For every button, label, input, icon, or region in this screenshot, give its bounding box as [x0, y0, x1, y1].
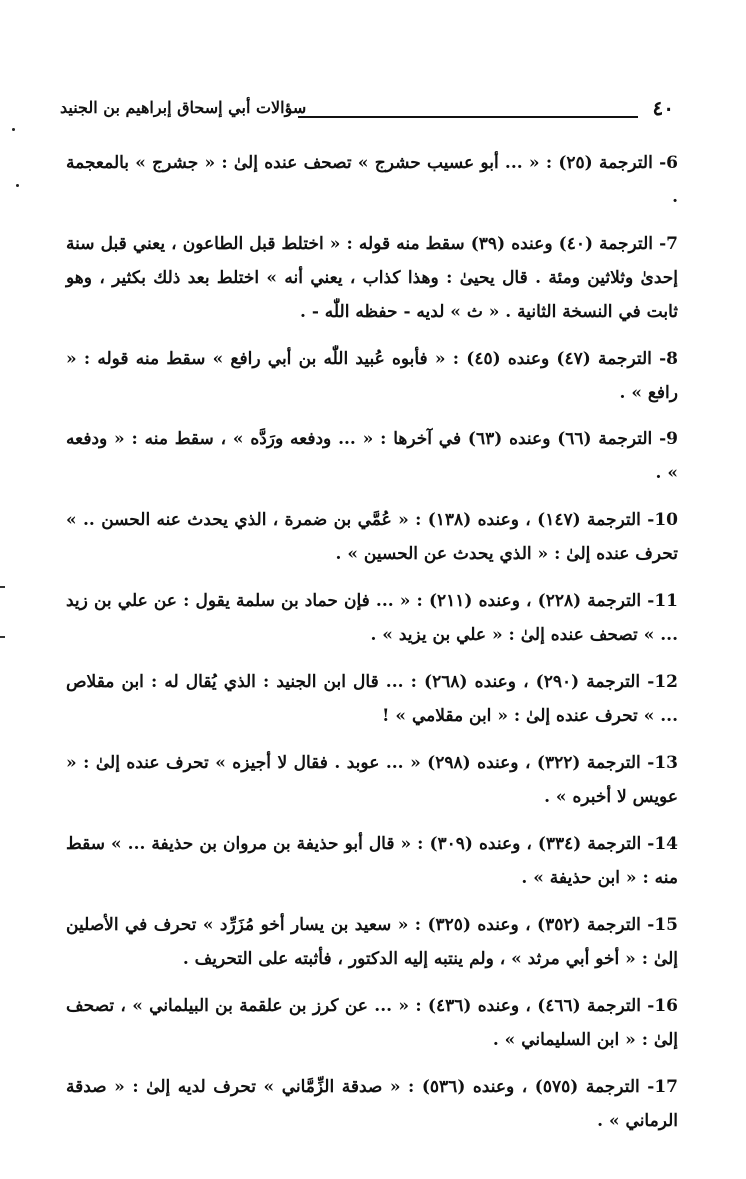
page-number: ٤٠	[652, 96, 674, 120]
list-item: 6- الترجمة (٢٥) : « ... أبو عسيب حشرج » تصحف عنده إلىٰ : « جشرج » بالمعجمة .	[66, 153, 678, 207]
list-item: 15- الترجمة (٣٥٢) ، وعنده (٣٢٥) : « سعيد بن يسار أخو مُزَرِّد » تحرف في الأصلين إلىٰ : « أخو أبي مرثد » ، ولم ينتبه إليه الدكتور ، فأثبته على التحريف .	[66, 915, 678, 969]
scan-speck	[0, 586, 5, 588]
header-rule	[298, 116, 638, 118]
list-item: 13- الترجمة (٣٢٢) ، وعنده (٢٩٨) « ... عوبد . فقال لا أجيزه » تحرف عنده إلىٰ : « عويس لا أخبره » .	[66, 753, 678, 807]
page-header	[60, 96, 674, 136]
list-item: 17- الترجمة (٥٧٥) ، وعنده (٥٣٦) : « صدقة الزِّمَّاني » تحرف لديه إلىٰ : « صدقة الرماني » .	[66, 1077, 678, 1131]
list-item: 10- الترجمة (١٤٧) ، وعنده (١٣٨) : « عُمَّي بن ضمرة ، الذي يحدث عنه الحسن .. » تحرف عنده إلىٰ : « الذي يحدث عن الحسين » .	[66, 510, 678, 564]
list-item: 7- الترجمة (٤٠) وعنده (٣٩) سقط منه قوله : « اختلط قبل الطاعون ، يعني قبل سنة إحدىٰ وثلاثين ومئة . قال يحيىٰ : وهذا كذاب ، يعني أنه » اختلط بعد ذلك بكثير ، وهو ثابت في النسخة الثانية . « ث » لديه - حفظه اللّٰه - .	[66, 234, 678, 322]
corrections-list	[66, 146, 678, 1151]
scan-speck	[12, 128, 15, 131]
running-title: سؤالات أبي إسحاق إبراهيم بن الجنيد	[60, 98, 307, 117]
list-item: 11- الترجمة (٢٢٨) ، وعنده (٢١١) : « ... فإن حماد بن سلمة يقول : عن علي بن زيد ... » تصحف عنده إلىٰ : « علي بن يزيد » .	[66, 591, 678, 645]
list-item: 9- الترجمة (٦٦) وعنده (٦٣) في آخرها : « ... ودفعه ورَدَّه » ، سقط منه : « ودفعه » .	[66, 429, 678, 483]
list-item: 12- الترجمة (٢٩٠) ، وعنده (٢٦٨) : ... قال ابن الجنيد : الذي يُقال له : ابن مقلاص ... » تحرف عنده إلىٰ : « ابن مقلامي » !	[66, 672, 678, 726]
list-item: 16- الترجمة (٤٦٦) ، وعنده (٤٣٦) : « ... عن كرز بن علقمة بن البيلماني » ، تصحف إلىٰ : « ابن السليماني » .	[66, 996, 678, 1050]
list-item: 14- الترجمة (٣٣٤) ، وعنده (٣٠٩) : « قال أبو حذيفة بن مروان بن حذيفة ... » سقط منه : « ابن حذيفة » .	[66, 834, 678, 888]
scan-speck	[16, 184, 19, 187]
scan-speck	[0, 636, 5, 638]
list-item: 8- الترجمة (٤٧) وعنده (٤٥) : « فأبوه عُبيد اللّٰه بن أبي رافع » سقط منه قوله : « رافع » .	[66, 349, 678, 403]
